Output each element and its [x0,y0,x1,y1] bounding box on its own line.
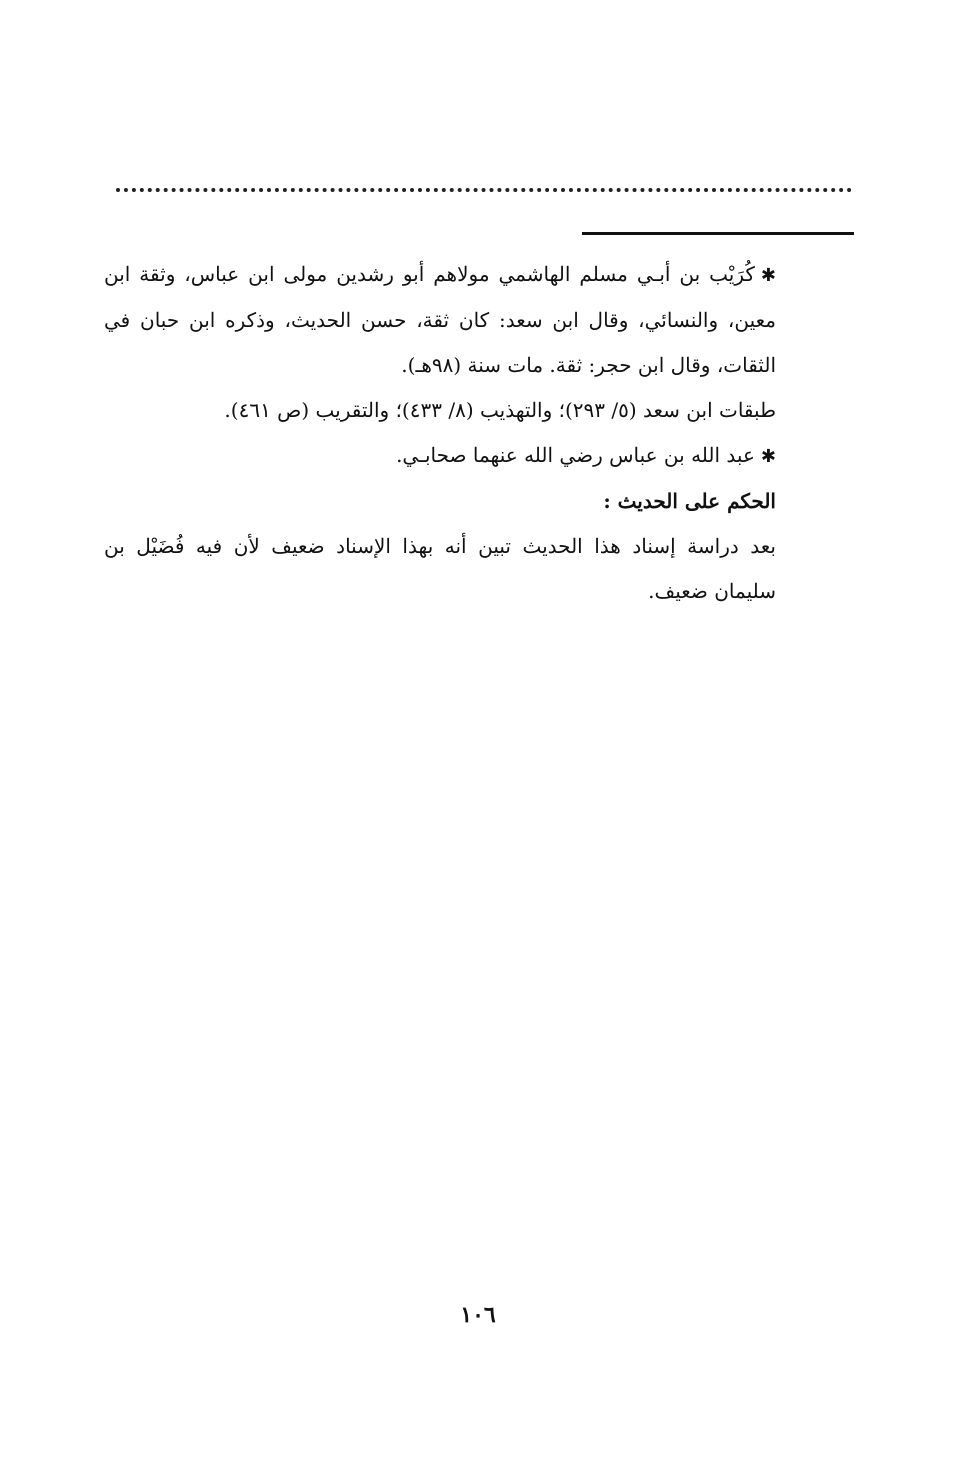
ruling-paragraph: بعد دراسة إسناد هذا الحديث تبين أنه بهذا الإسناد ضعيف لأن فيه فُضَيْل بن سليمان ضعيف. [104,534,776,603]
dotted-separator [116,188,852,192]
section-heading: الحكم على الحديث : [603,489,776,513]
page-body [104,252,776,614]
page-number: ١٠٦ [460,1302,496,1328]
narrator-entry-text: كُرَيْب بن أبـي مسلم الهاشمي مولاهم أبو رشدين مولى ابن عباس، وثقة ابن معين، والنسائي، وقال ابن سعد: كان ثقة، حسن الحديث، وذكره ابن حبان في الثقات، وقال ابن حجر: ثقة. مات سنة (٩٨هـ). [104,262,776,377]
narrator-entry-ibn-abbas [104,433,776,479]
narrator-entry-kurayb [104,252,776,388]
narrator-entry-text: عبد الله بن عباس رضي الله عنهما صحابـي. [396,443,755,467]
footnote-rule [582,232,854,235]
references-line: طبقات ابن سعد (٥/ ٢٩٣)؛ والتهذيب (٨/ ٤٣٣)؛ والتقريب (ص ٤٦١). [224,398,776,422]
asterisk-bullet-icon: ✱ [760,265,776,286]
asterisk-bullet-icon: ✱ [760,446,776,467]
